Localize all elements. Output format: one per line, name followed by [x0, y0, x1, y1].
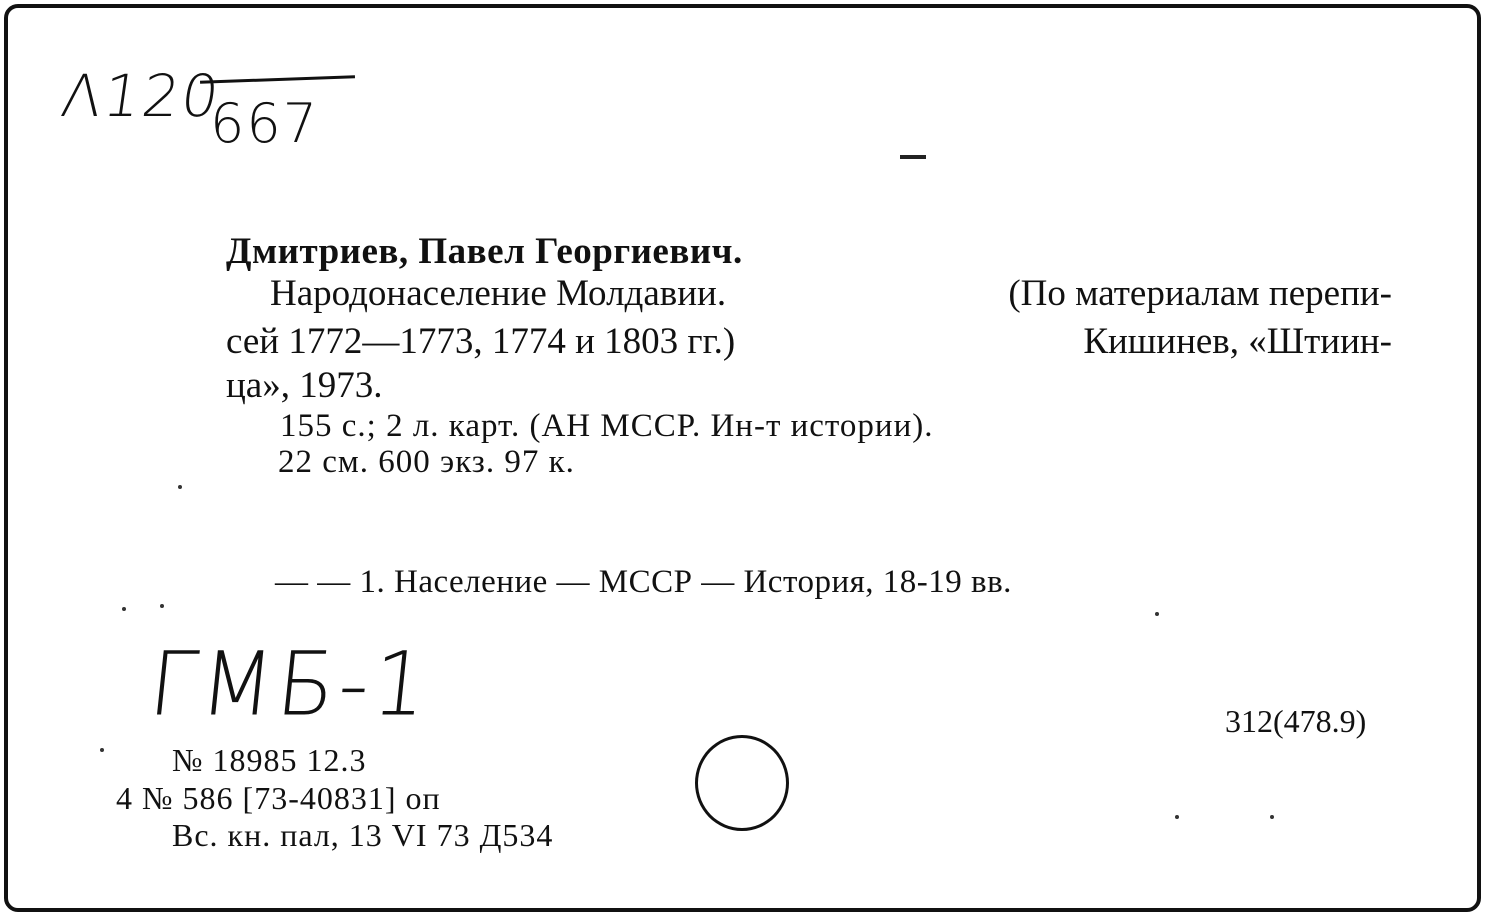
classification-code: 312(478.9) — [1225, 703, 1367, 739]
title-part-b: (По материалам перепи- — [1008, 273, 1392, 314]
footer-line-2: 4 № 586 [73-40831] оп — [116, 780, 441, 816]
title-part-a: Народонаселение Молдавии. — [270, 273, 727, 314]
footer-line-1: № 18985 12.3 — [172, 742, 367, 778]
subject-heading: — — 1. Население — МССР — История, 18-19 вв. — [275, 564, 1012, 600]
footer-line-3: Вс. кн. пал, 13 VI 73 Д534 — [172, 817, 554, 853]
shelfmark-top: Λ120 — [57, 62, 226, 130]
title-part-c: сей 1772—1773, 1774 и 1803 гг.) — [226, 321, 736, 362]
ink-speck — [1175, 815, 1179, 819]
collation-line-1: 155 с.; 2 л. карт. (АН МССР. Ин-т истории). — [280, 408, 934, 444]
ink-speck — [1155, 612, 1159, 616]
imprint-place: Кишинев, «Штиин- — [1083, 321, 1392, 362]
stamp-circle — [695, 735, 789, 831]
collation-line-2: 22 см. 600 экз. 97 к. — [278, 444, 575, 480]
ink-speck — [160, 604, 164, 608]
card-title-line-1 — [270, 272, 1392, 315]
shelfmark-bottom: 667 — [210, 92, 320, 155]
ink-speck — [1270, 815, 1274, 819]
inventory-mark: ГМБ-1 — [144, 632, 437, 736]
pencil-dash-mark — [900, 155, 926, 159]
ink-speck — [178, 485, 182, 489]
ink-speck — [122, 607, 126, 611]
ink-speck — [100, 748, 104, 752]
card-title-line-2 — [226, 320, 1392, 363]
card-author: Дмитриев, Павел Георгиевич. — [226, 231, 743, 272]
card-imprint-line: ца», 1973. — [226, 365, 383, 406]
